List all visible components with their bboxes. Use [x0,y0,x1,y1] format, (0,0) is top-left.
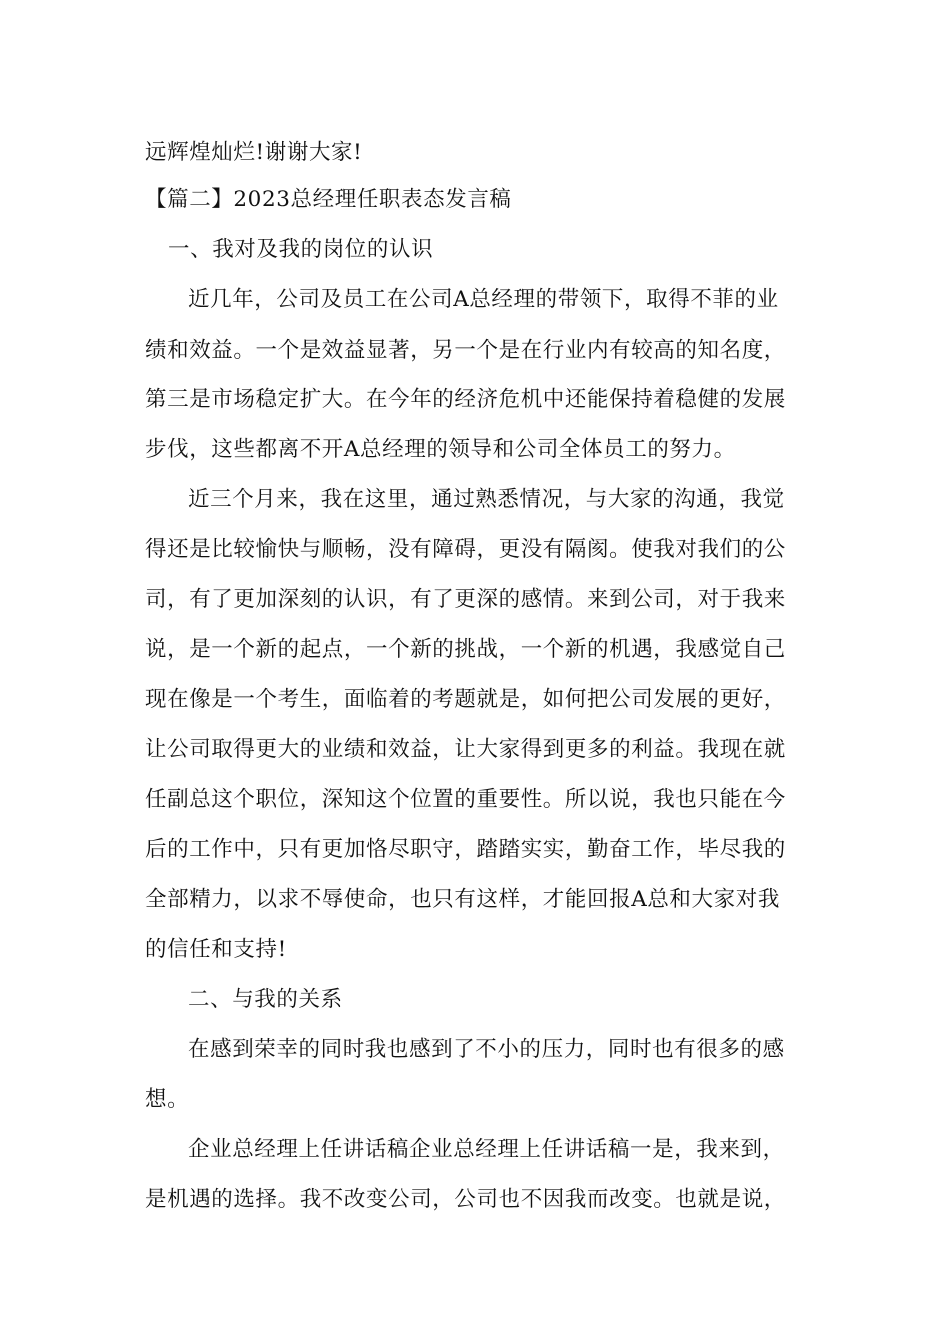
paragraph-line: 近几年，公司及员工在公司A总经理的带领下，取得不菲的业 [188,287,779,312]
paragraph-line: 第三是市场稳定扩大。在今年的经济危机中还能保持着稳健的发展 [145,387,786,412]
paragraph-line: 现在像是一个考生，面临着的考题就是，如何把公司发展的更好， [145,687,786,712]
heading-two: 二、与我的关系 [188,987,343,1012]
paragraph-line: 企业总经理上任讲话稿企业总经理上任讲话稿一是，我来到， [188,1137,785,1162]
paragraph-line: 得还是比较愉快与顺畅，没有障碍，更没有隔阂。使我对我们的公 [145,537,786,562]
paragraph-line: 绩和效益。一个是效益显著，另一个是在行业内有较高的知名度， [145,338,786,363]
paragraph-line: 步伐，这些都离不开A总经理的领导和公司全体员工的努力。 [145,437,736,462]
paragraph-line: 说，是一个新的起点，一个新的挑战，一个新的机遇，我感觉自己 [145,637,786,662]
paragraph-line: 全部精力，以求不辱使命，也只有这样，才能回报A总和大家对我 [145,887,780,912]
heading-one: 一、我对及我的岗位的认识 [168,237,434,262]
paragraph-line: 让公司取得更大的业绩和效益，让大家得到更多的利益。我现在就 [145,737,786,762]
paragraph-line: 任副总这个职位，深知这个位置的重要性。所以说，我也只能在今 [145,787,786,812]
paragraph-line: 是机遇的选择。我不改变公司，公司也不因我而改变。也就是说， [145,1187,786,1212]
paragraph-line: 的信任和支持! [145,937,287,962]
paragraph-line: 后的工作中，只有更加恪尽职守，踏踏实实，勤奋工作，毕尽我的 [145,837,786,862]
paragraph-line: 在感到荣幸的同时我也感到了不小的压力，同时也有很多的感 [188,1037,785,1062]
paragraph-line: 想。 [145,1087,190,1112]
text-line-closing: 远辉煌灿烂!谢谢大家! [145,140,363,165]
paragraph-line: 司，有了更加深刻的认识，有了更深的感情。来到公司，对于我来 [145,587,786,612]
paragraph-line: 近三个月来，我在这里，通过熟悉情况，与大家的沟通，我觉 [188,487,785,512]
section-title: 【篇二】2023总经理任职表态发言稿 [145,187,512,212]
